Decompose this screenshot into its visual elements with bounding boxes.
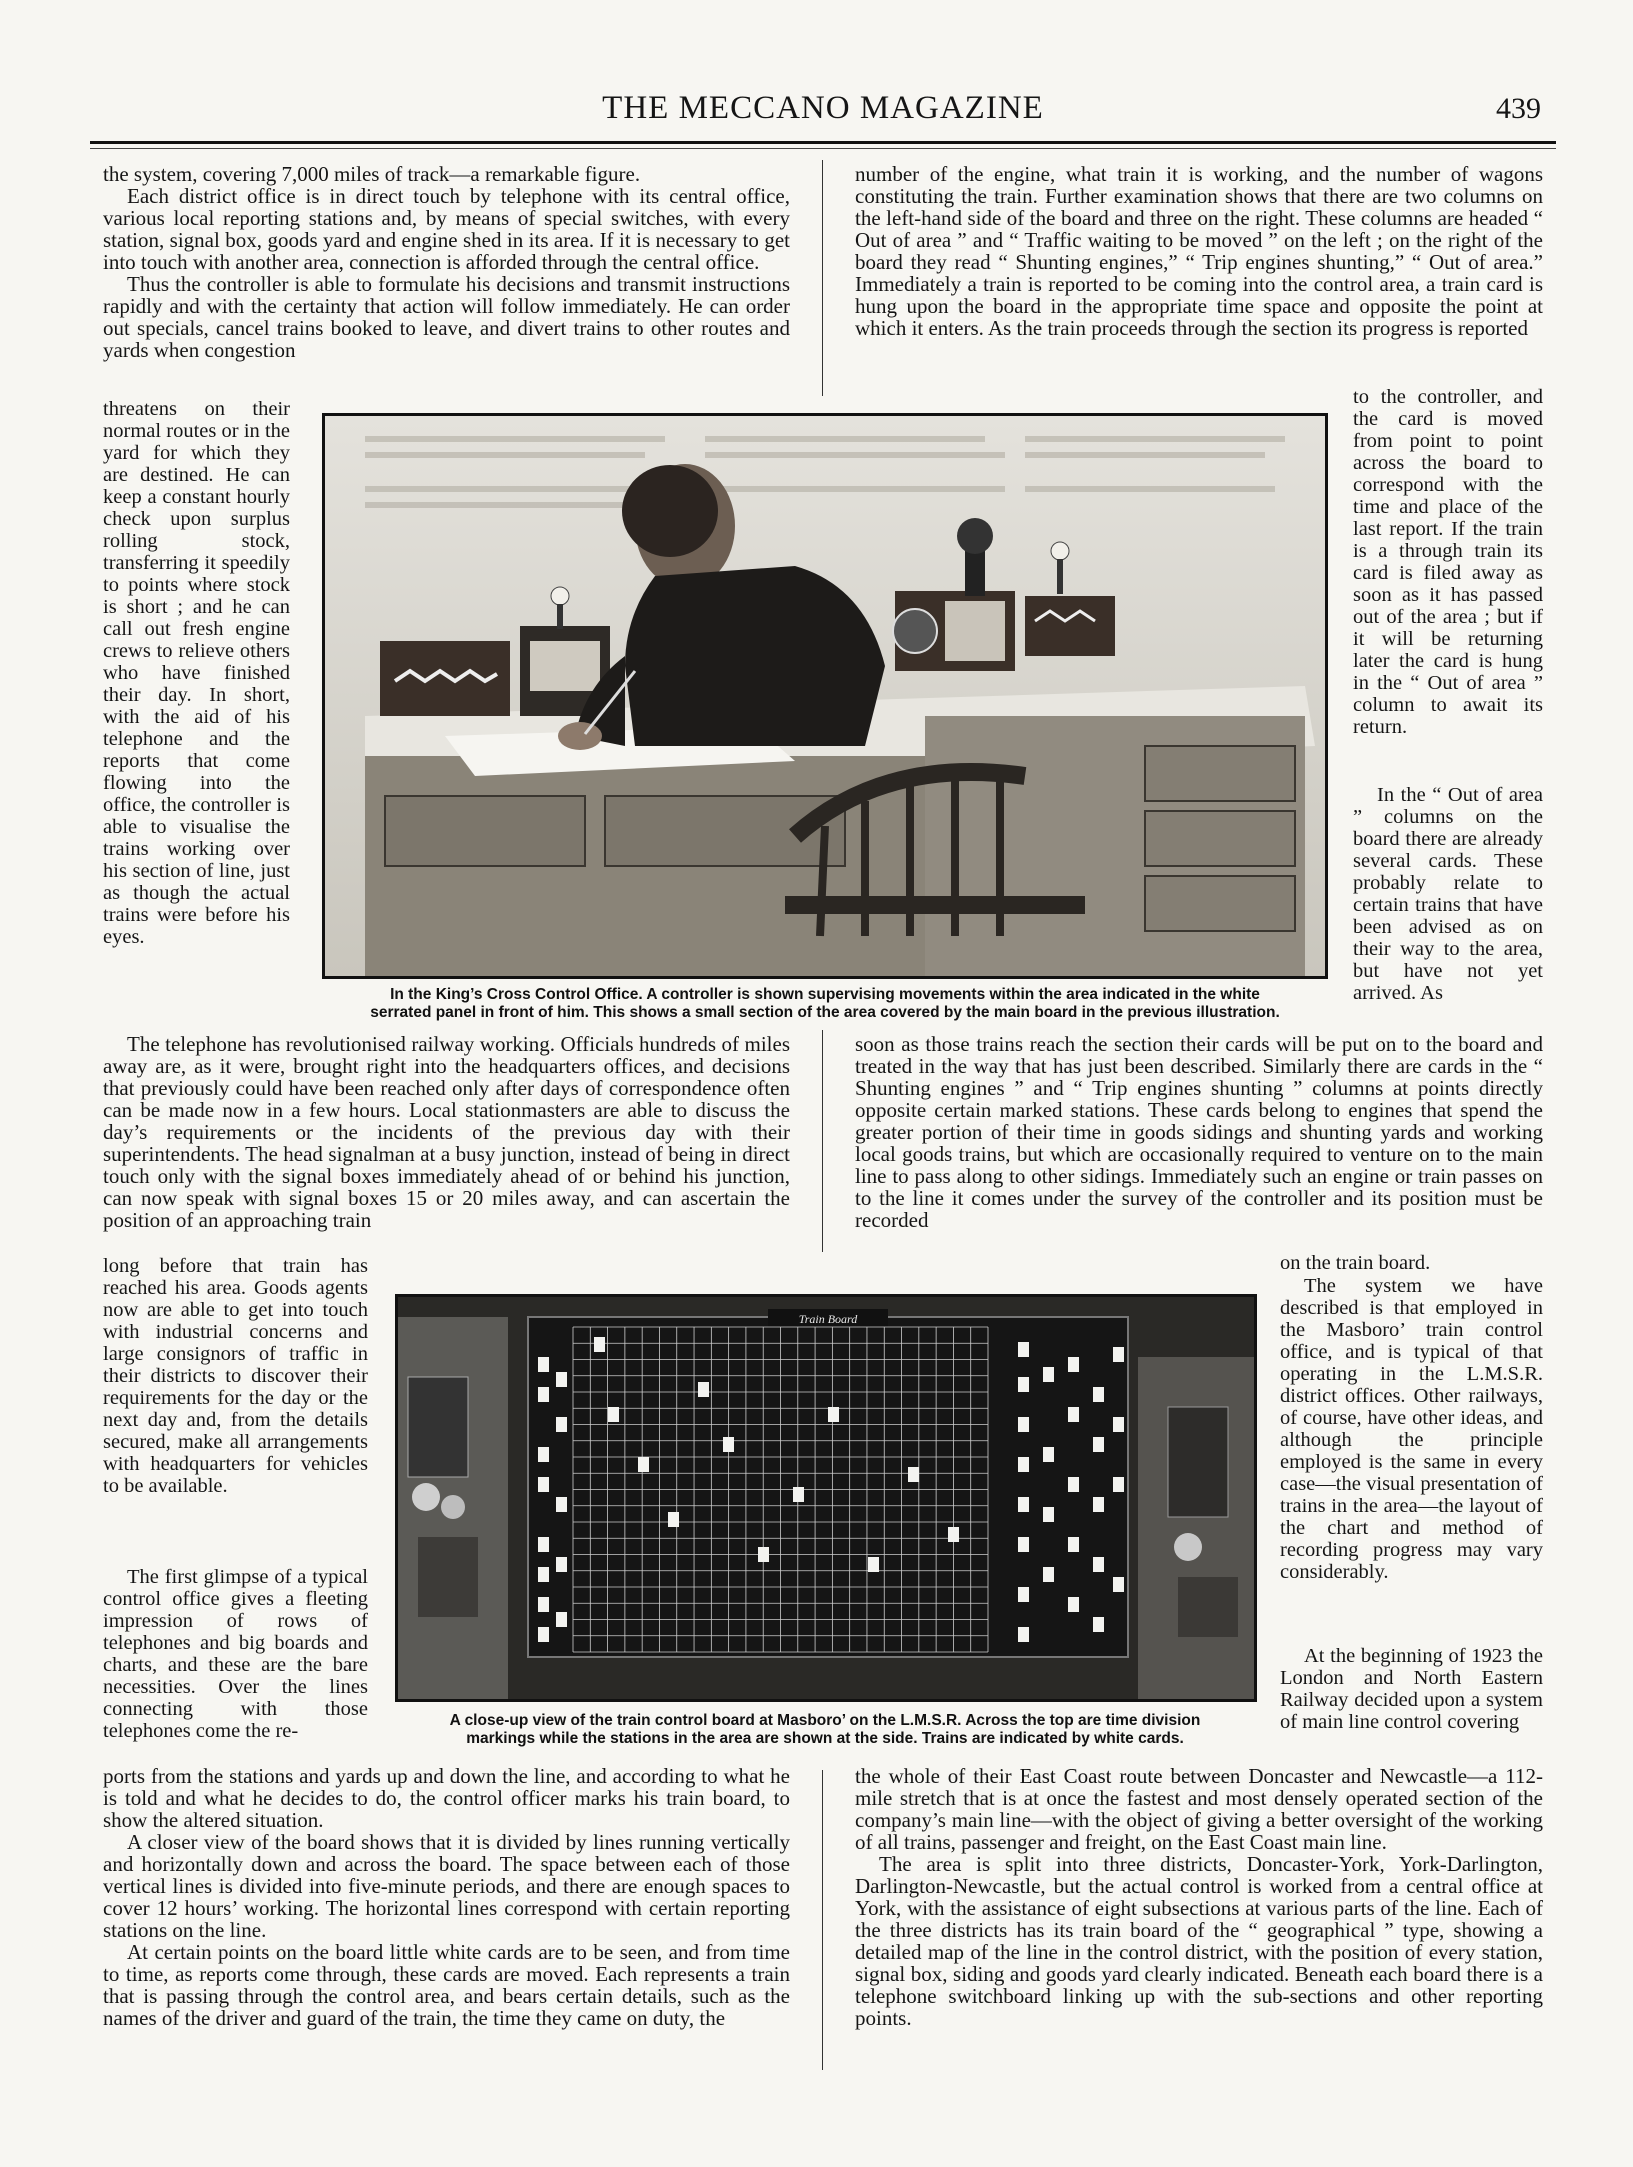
train-card xyxy=(1093,1387,1104,1402)
train-card xyxy=(1018,1587,1029,1602)
train-card xyxy=(1018,1342,1029,1357)
caption-line: A close-up view of the train control board at Masboro’ on the L.M.S.R. Across the top are time division xyxy=(449,1712,1201,1729)
train-card xyxy=(1113,1477,1124,1492)
paragraph: The first glimpse of a typical control office gives a fleeting impression of rows of telephones and big boards and charts, and these are the bare necessities. Over the lines connecting with those telephones come the re- xyxy=(103,1566,368,1742)
train-card xyxy=(1043,1367,1054,1382)
train-card xyxy=(1068,1537,1079,1552)
train-control-board-image xyxy=(398,1297,1254,1699)
train-card xyxy=(638,1457,649,1472)
train-card xyxy=(538,1537,549,1552)
train-card xyxy=(1068,1597,1079,1612)
train-card xyxy=(1113,1417,1124,1432)
train-card xyxy=(556,1417,567,1432)
train-card xyxy=(1018,1497,1029,1512)
magazine-title: THE MECCANO MAGAZINE xyxy=(602,90,1044,126)
controller-at-desk-image xyxy=(325,416,1325,976)
paragraph: to the controller, and the card is moved from point to point across the board to correspond with the time and place of the last report. If the train is a through train its card is filed away as soon as it has passed out of the area ; but if it will be returning later the card is hung in the “ Out of area ” column to await its return. xyxy=(1353,386,1543,738)
kings-cross-photo xyxy=(322,413,1328,979)
page-header xyxy=(90,84,1556,134)
header-rule-thin xyxy=(90,148,1556,149)
train-card xyxy=(948,1527,959,1542)
left-narrow-text-3 xyxy=(103,1566,368,1766)
paragraph: Thus the controller is able to formulate his decisions and transmit instructions rapidly and with the certainty that action will follow immediately. He can order out specials, cancel trains booked to leave, and divert trains to other routes and yards when congestion xyxy=(103,272,790,362)
right-column-mid xyxy=(855,1033,1543,1253)
train-card xyxy=(1043,1567,1054,1582)
train-card xyxy=(538,1357,549,1372)
train-card xyxy=(698,1382,709,1397)
caption-line: In the King’s Cross Control Office. A controller is shown supervising movements within the area indicated in the white xyxy=(390,986,1260,1003)
train-card xyxy=(538,1597,549,1612)
paragraph: The system we have described is that employed in the Masboro’ train control office, and is typical of that operating in the L.M.S.R. district offices. Other railways, of course, have other ideas, and although the principle employed is the same in every case—the visual presentation of trains in the area—the layout of the chart and method of recording progress may vary considerably. xyxy=(1280,1275,1543,1583)
train-card xyxy=(538,1477,549,1492)
page-number: 439 xyxy=(1496,92,1541,125)
train-card xyxy=(538,1627,549,1642)
paragraph: the system, covering 7,000 miles of track—a remarkable figure. xyxy=(103,163,641,186)
paragraph: the whole of their East Coast route between Doncaster and Newcastle—a 112-mile stretch that is at once the fastest and most densely operated section of the company’s main line—with the object of giving a better oversight of the working of all trains, passenger and freight, on the East Coast main line. xyxy=(855,1765,1543,1854)
paragraph: long before that train has reached his area. Goods agents now are able to get into touch with industrial concerns and large consignors of traffic in their districts to discover their requirements for the day or the next day and, from the details secured, make all arrangements with headquarters for vehicles to be available. xyxy=(103,1255,368,1497)
train-card xyxy=(594,1337,605,1352)
train-board-photo xyxy=(395,1294,1257,1702)
train-card xyxy=(1018,1537,1029,1552)
left-narrow-text-1 xyxy=(103,398,290,1032)
right-narrow-text-1 xyxy=(1353,386,1543,786)
column-divider xyxy=(822,1030,823,1252)
column-divider xyxy=(822,1770,823,2070)
left-narrow-text-2 xyxy=(103,1255,368,1577)
paragraph: ports from the stations and yards up and down the line, and according to what he is told and what he decides to do, the control officer marks his train board, to show the altered situation. xyxy=(103,1765,790,1832)
caption-line: serrated panel in front of him. This shows a small section of the area covered by the main board in the previous illustration. xyxy=(370,1004,1280,1021)
right-column-bottom xyxy=(855,1765,1543,2065)
paragraph: The area is split into three districts, Doncaster-York, York-Darlington, Darlington-Newcastle, but the actual control is worked from a central office at York, with the assistance of eight subsections at various parts of the line. Each of the three districts has its train board of the “ geographical ” type, showing a detailed map of the line in the control district, with the position of every station, signal box, siding and goods yard clearly indicated. Beneath each board there is a telephone switchboard linking up with the sub-sections and other reporting points. xyxy=(855,1852,1543,2030)
column-divider xyxy=(822,160,823,396)
train-card xyxy=(538,1447,549,1462)
paragraph: At certain points on the board little white cards are to be seen, and from time to time, as reports come through, these cards are moved. Each represents a train that is passing through the control area, and bears certain details, such as the names of the driver and guard of the train, the time they came on duty, the xyxy=(103,1940,790,2030)
caption-line: markings while the stations in the area are shown at the side. Trains are indicated by white cards. xyxy=(466,1730,1184,1747)
board-label: Train Board xyxy=(798,1312,858,1326)
figure-2-caption xyxy=(390,1712,1260,1752)
train-card xyxy=(668,1512,679,1527)
paragraph: A closer view of the board shows that it is divided by lines running vertically and horizontally down and across the board. The space between each of those vertical lines is divided into five-minute periods, and there are enough spaces to cover 12 hours’ working. The horizontal lines correspond with certain reporting stations on the line. xyxy=(103,1830,790,1942)
train-card xyxy=(538,1567,549,1582)
left-column-mid xyxy=(103,1033,790,1253)
left-column-bottom xyxy=(103,1765,790,2085)
paragraph: In the “ Out of area ” columns on the board there are already several cards. These probably relate to certain trains that have been advised as on their way to the area, but have not yet arrived. As xyxy=(1353,784,1543,1004)
right-narrow-text-1b xyxy=(1353,784,1543,1034)
train-card xyxy=(1093,1617,1104,1632)
train-card xyxy=(1068,1407,1079,1422)
paragraph: threatens on their normal routes or in the yard for which they are destined. He can keep a constant hourly check upon surplus rolling stock, transferring it speedily to points where stock is short ; and he can call out fresh engine crews to relieve others who have finished their day. In short, with the aid of his telephone and the reports that come flowing into the office, the controller is able to visualise the trains working over his section of line, just as though the actual trains were before his eyes. xyxy=(103,398,290,948)
paragraph: The telephone has revolutionised railway working. Officials hundreds of miles away are, as it were, brought right into the headquarters offices, and decisions that previously could have been reached only after days of correspondence often can be made now in a few hours. Local stationmasters are able to discuss the day’s requirements or the incidents of the previous day with their superintendents. The head signalman at a busy junction, instead of being in direct touch only with the signal boxes immediately ahead of or behind his junction, can now speak with signal boxes 15 or 20 miles away, and can ascertain the position of an approaching train xyxy=(103,1033,790,1232)
right-column-top xyxy=(855,163,1543,387)
train-card xyxy=(538,1387,549,1402)
train-card xyxy=(1068,1357,1079,1372)
train-card xyxy=(908,1467,919,1482)
right-narrow-text-2 xyxy=(1280,1252,1543,1276)
right-narrow-text-2b xyxy=(1280,1275,1543,1645)
train-card xyxy=(1093,1437,1104,1452)
train-card xyxy=(1113,1347,1124,1362)
train-card xyxy=(556,1612,567,1627)
train-card xyxy=(1018,1417,1029,1432)
train-card xyxy=(1018,1627,1029,1642)
header-rule xyxy=(90,141,1556,144)
train-card xyxy=(1018,1457,1029,1472)
train-card xyxy=(1068,1477,1079,1492)
train-card xyxy=(1043,1507,1054,1522)
train-card xyxy=(828,1407,839,1422)
figure-1-caption xyxy=(310,986,1340,1026)
train-card xyxy=(793,1487,804,1502)
train-card xyxy=(1093,1497,1104,1512)
train-card xyxy=(556,1557,567,1572)
train-card xyxy=(1018,1377,1029,1392)
paragraph: on the train board. xyxy=(1280,1252,1431,1274)
train-card xyxy=(1043,1447,1054,1462)
train-card xyxy=(1093,1557,1104,1572)
train-card xyxy=(556,1497,567,1512)
train-card xyxy=(556,1372,567,1387)
train-card xyxy=(1113,1577,1124,1592)
train-card xyxy=(758,1547,769,1562)
right-narrow-text-2c xyxy=(1280,1645,1543,1768)
paragraph: At the beginning of 1923 the London and North Eastern Railway decided upon a system of main line control covering xyxy=(1280,1645,1543,1733)
train-card xyxy=(868,1557,879,1572)
train-card xyxy=(608,1407,619,1422)
paragraph: soon as those trains reach the section their cards will be put on to the board and treated in the way that has just been described. Similarly there are cards in the “ Shunting engines ” and “ Trip engines shunting ” columns at points directly opposite certain marked stations. These cards belong to engines that spend the greater portion of their time in goods sidings and shunting yards and working local goods trains, but which are occasionally required to venture on to the main line to pass along to other sidings. Immediately such an engine or train passes on to the line it comes under the survey of the controller and its position must be recorded xyxy=(855,1033,1543,1232)
train-card xyxy=(723,1437,734,1452)
paragraph: number of the engine, what train it is working, and the number of wagons constituting the train. Further examination shows that there are two columns on the left-hand side of the board and three on the right. These columns are headed “ Out of area ” and “ Traffic waiting to be moved ” on the left ; on the right of the board they read “ Shunting engines,” “ Trip engines shunting,” “ Out of area.” Immediately a train is reported to be coming into the control area, a train card is hung upon the board in the appropriate time space and opposite the point at which it enters. As the train proceeds through the section its progress is reported xyxy=(855,163,1543,340)
paragraph: Each district office is in direct touch by telephone with its central office, various local reporting stations and, by means of special switches, with every station, signal box, goods yard and engine shed in its area. If it is necessary to get into touch with another area, connection is afforded through the central office. xyxy=(103,184,790,274)
left-column-top xyxy=(103,163,790,397)
